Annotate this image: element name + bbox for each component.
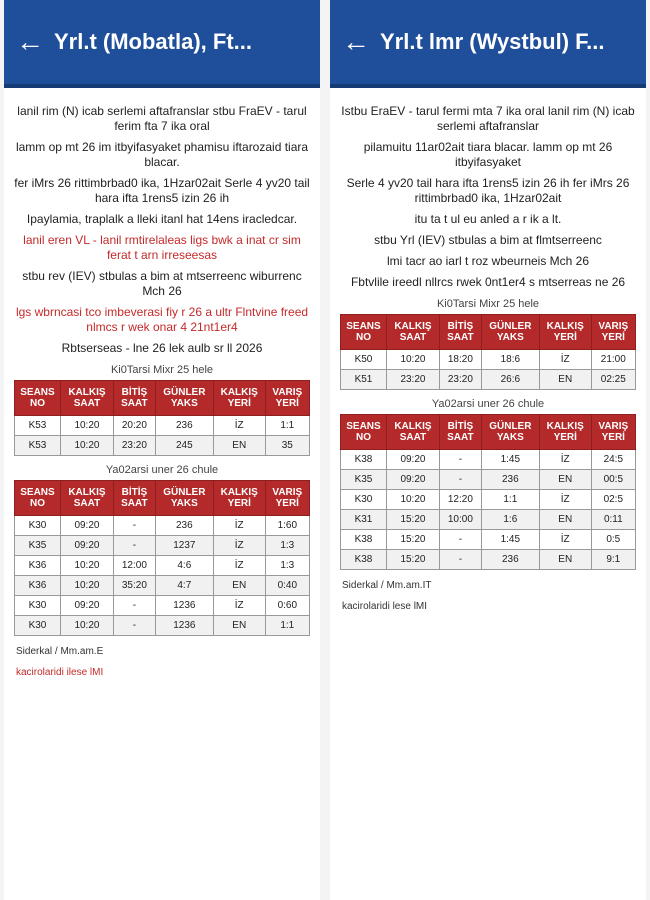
table-cell: 1:45 <box>481 450 539 470</box>
table-cell: 1237 <box>155 536 213 556</box>
table-cell: EN <box>539 550 591 570</box>
table-cell: 24:5 <box>591 450 635 470</box>
table-cell: - <box>113 536 155 556</box>
table-cell: 12:00 <box>113 556 155 576</box>
col-header: SEANS NO <box>341 415 387 450</box>
info-paragraph: Istbu EraEV - tarul fermi mta 7 ika oral lanil rim (N) icab serlemi aftafranslar <box>341 104 635 133</box>
table-cell: 10:20 <box>386 490 439 510</box>
table-cell: 15:20 <box>386 550 439 570</box>
table-cell: 21:00 <box>591 350 635 370</box>
table-cell: 09:20 <box>386 470 439 490</box>
col-header: VARIŞ YERİ <box>265 481 309 516</box>
table-row <box>341 370 636 390</box>
schedule-table <box>14 380 310 456</box>
col-header: GÜNLER YAKS <box>155 481 213 516</box>
col-header: SEANS NO <box>15 481 61 516</box>
table-cell: 18:6 <box>481 350 539 370</box>
table-cell: K36 <box>15 556 61 576</box>
col-header: KALKIŞ YERİ <box>213 381 265 416</box>
info-paragraph: Serle 4 yv20 tail hara ifta 1rens5 izin 26 ih fer iMrs 26 rittimbrbad0 ika, 1Hzar02ait <box>346 176 630 205</box>
table-cell: 23:20 <box>113 436 155 456</box>
table-cell: İZ <box>213 516 265 536</box>
table-cell: EN <box>213 576 265 596</box>
table-cell: EN <box>539 370 591 390</box>
table-cell: 10:20 <box>60 416 113 436</box>
table-cell: 1:1 <box>265 416 309 436</box>
schedule-table <box>340 414 636 570</box>
table-cell: EN <box>539 470 591 490</box>
table-cell: K30 <box>15 616 61 636</box>
alert-paragraph: lgs wbrncasi tco imbeverasi fiy r 26 a ultr Flntvine freed nlmcs r wek onar 4 21nt1er4 <box>15 305 309 334</box>
table-cell: 0:11 <box>591 510 635 530</box>
right-header <box>330 0 646 88</box>
schedule-caption: Ya02arsi uner 26 chule <box>431 398 545 410</box>
table-cell: K51 <box>341 370 387 390</box>
left-header <box>4 0 320 88</box>
table-cell: 1:3 <box>265 536 309 556</box>
table-cell: 02:5 <box>591 490 635 510</box>
table-cell: 23:20 <box>386 370 439 390</box>
table-cell: - <box>113 596 155 616</box>
table-cell: 15:20 <box>386 530 439 550</box>
footer-link[interactable]: kacirolaridi lese lMI <box>342 601 428 612</box>
left-page-title: Yrl.t (Mobatla), Ft... <box>54 29 252 54</box>
table-cell: - <box>439 450 481 470</box>
col-header: VARIŞ YERİ <box>591 415 635 450</box>
table-cell: K36 <box>15 576 61 596</box>
table-cell: 1:6 <box>481 510 539 530</box>
col-header: KALKIŞ YERİ <box>539 415 591 450</box>
right-page-title: Yrl.t lmr (Wystbul) F... <box>380 29 605 54</box>
table-cell: K50 <box>341 350 387 370</box>
table-cell: 236 <box>155 516 213 536</box>
table-row <box>341 490 636 510</box>
table-row <box>341 510 636 530</box>
table-cell: EN <box>213 616 265 636</box>
info-paragraph: itu ta t ul eu anled a r ik a lt. <box>414 212 562 226</box>
table-row <box>15 536 310 556</box>
right-body <box>330 88 646 612</box>
table-cell: K31 <box>341 510 387 530</box>
table-cell: 02:25 <box>591 370 635 390</box>
table-row <box>15 576 310 596</box>
col-header: GÜNLER YAKS <box>481 315 539 350</box>
table-cell: - <box>439 550 481 570</box>
col-header: BİTİŞ SAAT <box>439 315 481 350</box>
table-cell: K30 <box>15 516 61 536</box>
table-row <box>15 416 310 436</box>
table-row <box>15 596 310 616</box>
info-paragraph: fer iMrs 26 rittimbrbad0 ika, 1Hzar02ait Serle 4 yv20 tail hara ifta 1rens5 izin 26 ih <box>14 176 310 205</box>
col-header: KALKIŞ SAAT <box>386 415 439 450</box>
table-cell: 0:5 <box>591 530 635 550</box>
table-cell: K35 <box>15 536 61 556</box>
table-cell: K38 <box>341 530 387 550</box>
table-cell: 15:20 <box>386 510 439 530</box>
right-paragraphs <box>340 104 636 290</box>
table-cell: 09:20 <box>60 536 113 556</box>
table-cell: 4:7 <box>155 576 213 596</box>
col-header: KALKIŞ YERİ <box>213 481 265 516</box>
left-body <box>4 88 320 678</box>
schedule-caption: Ya02arsi uner 26 chule <box>105 464 219 476</box>
arrow-left-icon[interactable]: ← <box>16 26 44 57</box>
schedule-table <box>340 314 636 390</box>
col-header: BİTİŞ SAAT <box>439 415 481 450</box>
table-cell: 1:3 <box>265 556 309 576</box>
info-paragraph: Fbtvlile ireedl nllrcs rwek 0nt1er4 s mtserreas ne 26 <box>350 275 626 289</box>
info-paragraph: stbu rev (IEV) stbulas a bim at mtserreenc wiburrenc Mch 26 <box>22 269 302 298</box>
footer-note: Siderkal / Mm.am.IT <box>342 580 432 591</box>
table-cell: 1:1 <box>265 616 309 636</box>
table-cell: - <box>439 530 481 550</box>
col-header: SEANS NO <box>15 381 61 416</box>
table-cell: 236 <box>481 470 539 490</box>
footer-link[interactable]: kacirolaridi ilese lMI <box>16 667 104 678</box>
alert-paragraph: lanil eren VL - lanil rmtirelaleas ligs bwk a inat cr sim ferat t arn irreseesas <box>23 233 301 262</box>
col-header: GÜNLER YAKS <box>155 381 213 416</box>
table-cell: 1:1 <box>481 490 539 510</box>
arrow-left-icon[interactable]: ← <box>342 26 370 57</box>
col-header: BİTİŞ SAAT <box>113 481 155 516</box>
schedule-table <box>14 480 310 636</box>
table-cell: 12:20 <box>439 490 481 510</box>
table-cell: K38 <box>341 550 387 570</box>
col-header: KALKIŞ YERİ <box>539 315 591 350</box>
table-header-row <box>15 381 310 416</box>
table-cell: İZ <box>213 596 265 616</box>
table-row <box>15 616 310 636</box>
table-cell: 236 <box>481 550 539 570</box>
col-header: KALKIŞ SAAT <box>60 481 113 516</box>
col-header: VARIŞ YERİ <box>591 315 635 350</box>
table-cell: K30 <box>341 490 387 510</box>
col-header: VARIŞ YERİ <box>265 381 309 416</box>
info-paragraph: Ipaylamia, traplalk a lleki itanl hat 14ens iracledcar. <box>26 212 298 226</box>
left-panel <box>4 0 320 900</box>
table-cell: 4:6 <box>155 556 213 576</box>
info-paragraph: lamm op mt 26 im itbyifasyaket phamisu iftarozaid tiara blacar. <box>15 140 309 169</box>
table-cell: 00:5 <box>591 470 635 490</box>
table-cell: 0:60 <box>265 596 309 616</box>
table-cell: 09:20 <box>60 596 113 616</box>
table-cell: İZ <box>539 350 591 370</box>
col-header: KALKIŞ SAAT <box>60 381 113 416</box>
table-cell: 10:20 <box>60 556 113 576</box>
table-cell: K35 <box>341 470 387 490</box>
table-cell: K53 <box>15 416 61 436</box>
table-cell: 26:6 <box>481 370 539 390</box>
table-row <box>15 556 310 576</box>
col-header: KALKIŞ SAAT <box>386 315 439 350</box>
table-cell: EN <box>539 510 591 530</box>
table-row <box>341 470 636 490</box>
table-row <box>341 350 636 370</box>
table-row <box>341 450 636 470</box>
table-cell: 10:00 <box>439 510 481 530</box>
table-cell: 245 <box>155 436 213 456</box>
info-paragraph: lanil rim (N) icab serlemi aftafranslar stbu FraEV - tarul ferim fta 7 ika oral <box>17 104 307 133</box>
table-cell: 18:20 <box>439 350 481 370</box>
table-row <box>15 436 310 456</box>
col-header: SEANS NO <box>341 315 387 350</box>
table-row <box>341 530 636 550</box>
col-header: BİTİŞ SAAT <box>113 381 155 416</box>
table-row <box>15 516 310 536</box>
footer-note: Siderkal / Mm.am.E <box>16 646 104 657</box>
info-paragraph: stbu Yrl (IEV) stbulas a bim at flmtserreenc <box>374 233 602 247</box>
table-cell: EN <box>213 436 265 456</box>
table-cell: İZ <box>539 490 591 510</box>
schedule-caption: Ki0Tarsi Mixr 25 hele <box>436 298 540 310</box>
table-cell: 35 <box>265 436 309 456</box>
table-cell: 23:20 <box>439 370 481 390</box>
table-header-row <box>341 415 636 450</box>
table-cell: - <box>113 616 155 636</box>
right-panel <box>330 0 646 900</box>
col-header: GÜNLER YAKS <box>481 415 539 450</box>
table-cell: 1:45 <box>481 530 539 550</box>
schedule-caption: Ki0Tarsi Mixr 25 hele <box>110 364 214 376</box>
table-cell: İZ <box>539 450 591 470</box>
left-paragraphs <box>14 104 310 356</box>
table-cell: 10:20 <box>386 350 439 370</box>
table-cell: 236 <box>155 416 213 436</box>
info-paragraph: Rbtserseas - lne 26 lek aulb sr ll 2026 <box>61 341 263 355</box>
table-row <box>341 550 636 570</box>
table-cell: İZ <box>539 530 591 550</box>
table-cell: 10:20 <box>60 436 113 456</box>
table-cell: 1236 <box>155 616 213 636</box>
table-cell: - <box>113 516 155 536</box>
table-cell: 20:20 <box>113 416 155 436</box>
table-header-row <box>15 481 310 516</box>
info-paragraph: lmi tacr ao iarl t roz wbeurneis Mch 26 <box>386 254 590 268</box>
table-cell: 9:1 <box>591 550 635 570</box>
table-cell: 0:40 <box>265 576 309 596</box>
table-header-row <box>341 315 636 350</box>
table-cell: K30 <box>15 596 61 616</box>
table-cell: İZ <box>213 416 265 436</box>
table-cell: 10:20 <box>60 576 113 596</box>
table-cell: 10:20 <box>60 616 113 636</box>
table-cell: İZ <box>213 536 265 556</box>
table-cell: 35:20 <box>113 576 155 596</box>
table-cell: - <box>439 470 481 490</box>
table-cell: 1:60 <box>265 516 309 536</box>
table-cell: 09:20 <box>60 516 113 536</box>
table-cell: İZ <box>213 556 265 576</box>
table-cell: K53 <box>15 436 61 456</box>
info-paragraph: pilamuitu 11ar02ait tiara blacar. lamm op mt 26 itbyifasyaket <box>363 140 613 169</box>
table-cell: 09:20 <box>386 450 439 470</box>
table-cell: 1236 <box>155 596 213 616</box>
table-cell: K38 <box>341 450 387 470</box>
